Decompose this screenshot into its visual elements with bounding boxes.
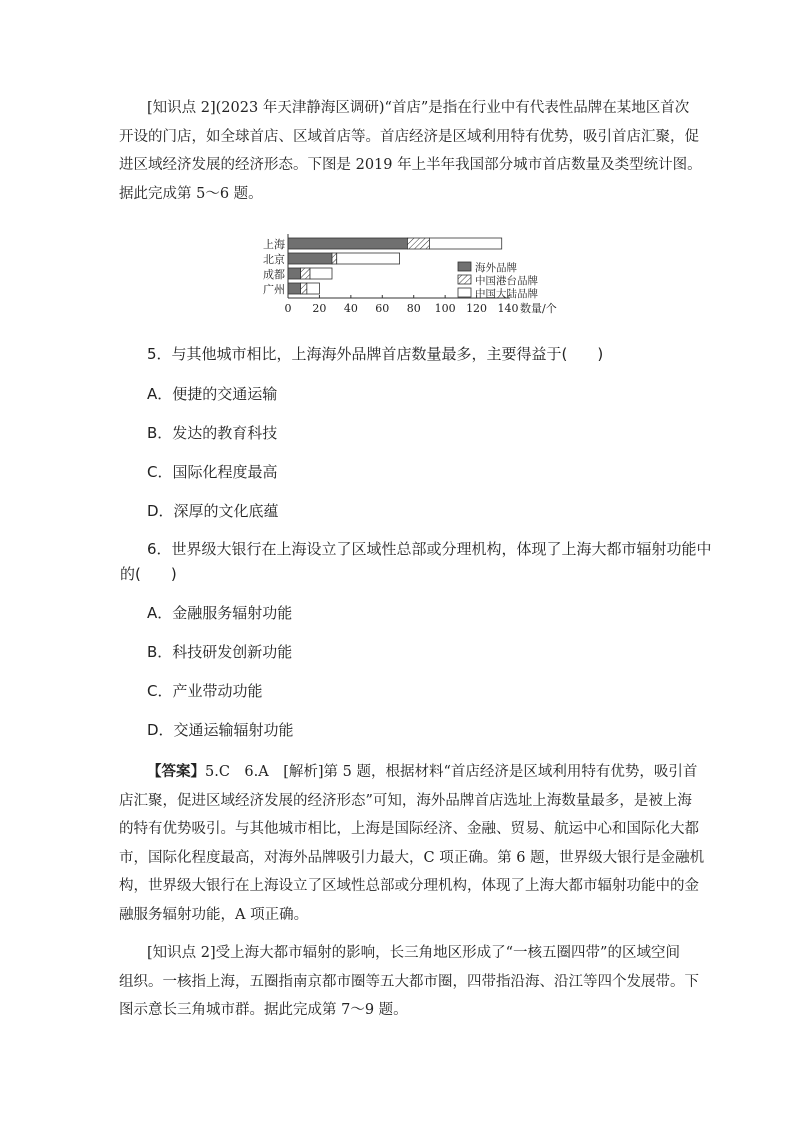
- answer-line: 融服务辐射功能，A 项正确。: [119, 906, 309, 923]
- x-tick-label: 100: [434, 302, 456, 315]
- legend-label: 中国大陆品牌: [475, 288, 538, 300]
- category-label: 成都: [263, 268, 285, 281]
- question-5-option-d: D．深厚的文化底蕴: [147, 502, 279, 520]
- question-5-option-b: B．发达的教育科技: [147, 424, 278, 442]
- answer-label: 【答案】: [147, 764, 205, 780]
- question-6-option-d: D．交通运输辐射功能: [147, 721, 294, 739]
- intro-paragraph-1: [119, 94, 702, 208]
- bar-segment: [307, 283, 320, 294]
- legend-swatch: [458, 262, 471, 271]
- question-6-stem-line2: 的( ): [120, 565, 177, 583]
- bar-segment: [288, 253, 332, 264]
- legend-label: 海外品牌: [475, 262, 517, 274]
- intro1-line: [知识点 2](2023 年天津静海区调研)“首店”是指在行业中有代表性品牌在某地区首次: [147, 100, 690, 116]
- question-5-option-c: C．国际化程度最高: [147, 463, 278, 481]
- question-6-option-c: C．产业带动功能: [147, 682, 263, 700]
- bar-segment: [407, 238, 429, 249]
- x-tick-label: 120: [466, 302, 488, 315]
- answer-line: 构，世界级大银行在上海设立了区域性总部或分理机构，体现了上海大都市辐射功能中的金: [119, 878, 699, 894]
- bar-segment: [288, 268, 301, 279]
- x-tick-label: 0: [284, 302, 292, 315]
- bar-segment: [301, 268, 310, 279]
- category-label: 北京: [263, 253, 285, 266]
- x-tick-label: 80: [406, 302, 421, 315]
- answer-line: 店汇聚，促进区域经济发展的经济形态”可知，海外品牌首店选址上海数量最多，是被上海: [119, 792, 692, 809]
- x-tick-label: 140: [497, 302, 519, 315]
- bar-segment: [310, 268, 332, 279]
- x-tick-label: 20: [312, 302, 327, 315]
- x-axis-label: 数量/个: [520, 302, 557, 315]
- intro-paragraph-2: [119, 939, 699, 1025]
- intro2-line: 图示意长三角城市群。据此完成第 7～9 题。: [119, 1002, 408, 1018]
- bar-segment: [429, 238, 501, 249]
- bar-segment: [301, 283, 307, 294]
- answer-line: 市，国际化程度最高，对海外品牌吸引力最大，C 项正确。第 6 题，世界级大银行是金融机: [119, 849, 705, 866]
- bar-segment: [288, 238, 407, 249]
- bar-segment: [337, 253, 400, 264]
- bar-segment: [332, 253, 337, 264]
- legend-label: 中国港台品牌: [475, 275, 538, 287]
- intro1-line: 开设的门店，如全球首店、区域首店等。首店经济是区域利用特有优势，吸引首店汇聚，促: [119, 128, 699, 145]
- question-5-stem: 5．与其他城市相比，上海海外品牌首店数量最多，主要得益于( ): [147, 345, 604, 363]
- category-label: 上海: [263, 238, 285, 251]
- intro2-line: 组织。一核指上海，五圈指南京都市圈等五大都市圈，四带指沿海、沿江等四个发展带。下: [119, 973, 699, 990]
- answer-line: 的特有优势吸引。与其他城市相比，上海是国际经济、金融、贸易、航运中心和国际化大都: [119, 821, 699, 837]
- x-tick-label: 40: [343, 302, 358, 315]
- answer-block: [119, 758, 705, 929]
- x-tick-label: 60: [375, 302, 390, 315]
- answer-first-line: [147, 758, 698, 787]
- category-label: 广州: [263, 283, 285, 296]
- question-6-stem-line1: 6．世界级大银行在上海设立了区域性总部或分理机构，体现了上海大都市辐射功能中: [147, 540, 712, 558]
- bar-segment: [288, 283, 301, 294]
- question-5-option-a: A．便捷的交通运输: [147, 385, 278, 403]
- legend-swatch: [458, 275, 471, 284]
- legend-swatch: [458, 288, 471, 297]
- intro2-line: [知识点 2]受上海大都市辐射的影响，长三角地区形成了“一核五圈四带”的区域空间: [147, 945, 680, 961]
- intro1-line: 据此完成第 5～6 题。: [119, 185, 263, 202]
- question-6-option-b: B．科技研发创新功能: [147, 643, 293, 661]
- first-store-bar-chart: [250, 232, 580, 332]
- intro1-line: 进区域经济发展的经济形态。下图是 2019 年上半年我国部分城市首店数量及类型统计图。: [119, 157, 702, 173]
- answer-line1-text: 5.C 6.A [解析]第 5 题，根据材料“首店经济是区域利用特有优势，吸引首: [205, 764, 698, 780]
- question-6-option-a: A．金融服务辐射功能: [147, 604, 293, 622]
